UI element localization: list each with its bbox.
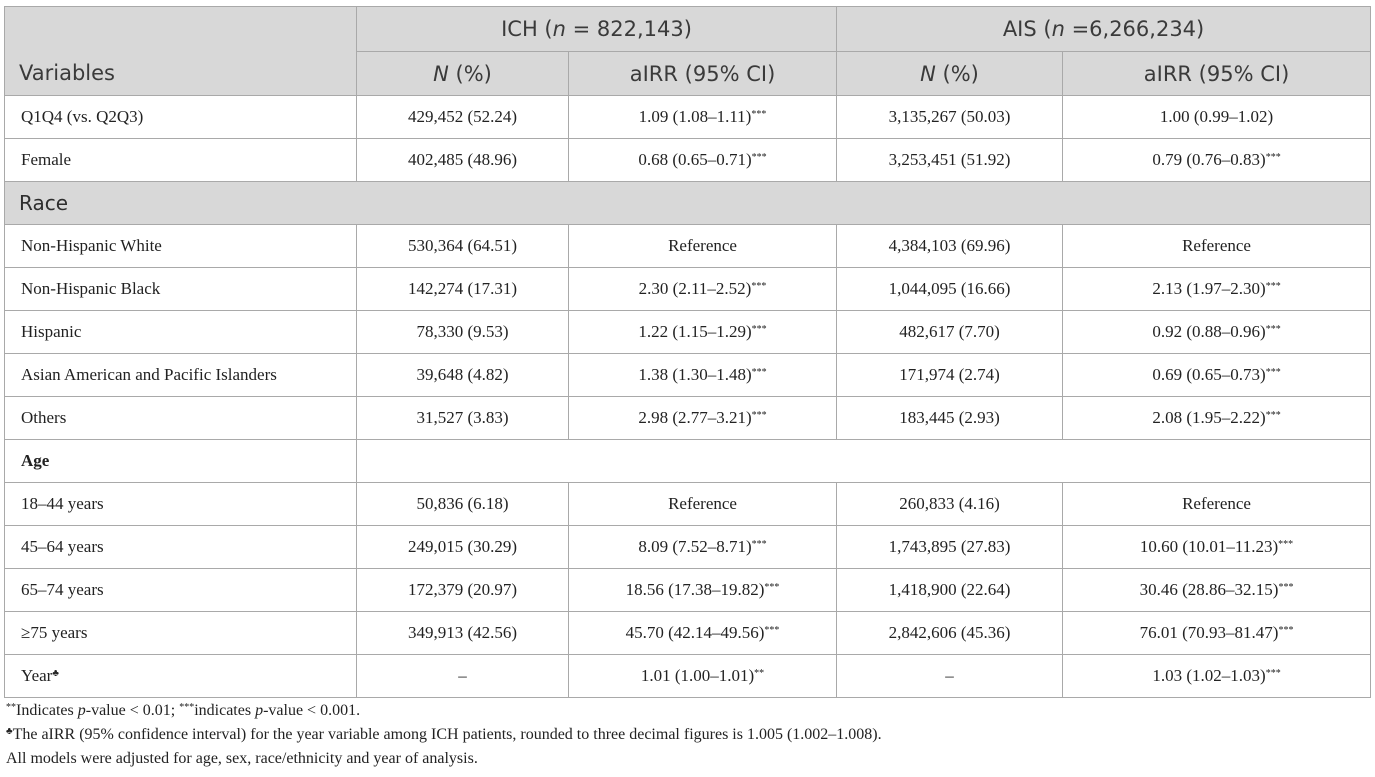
ais-airr-cell: 30.46 (28.86–32.15)*** (1063, 569, 1371, 612)
race-section-label: Race (5, 182, 1371, 225)
ais-airr-cell: Reference (1063, 225, 1371, 268)
ich-n-cell: 31,527 (3.83) (357, 397, 569, 440)
table-row (5, 268, 1371, 311)
ais-n-cell: 260,833 (4.16) (837, 483, 1063, 526)
table-row (5, 483, 1371, 526)
ais-n-cell: – (837, 655, 1063, 698)
ais-airr-header: aIRR (95% CI) (1063, 52, 1371, 96)
ich-airr-cell: 1.09 (1.08–1.11)*** (569, 96, 837, 139)
ich-n-cell: 530,364 (64.51) (357, 225, 569, 268)
ais-n-cell: 4,384,103 (69.96) (837, 225, 1063, 268)
ais-n-cell: 183,445 (2.93) (837, 397, 1063, 440)
header-row-groups (5, 7, 1371, 52)
ich-airr-cell: Reference (569, 483, 837, 526)
race-section-row (5, 182, 1371, 225)
ich-n-cell: – (357, 655, 569, 698)
ais-n-cell: 2,842,606 (45.36) (837, 612, 1063, 655)
ich-n-cell: 402,485 (48.96) (357, 139, 569, 182)
ais-airr-cell: 2.08 (1.95–2.22)*** (1063, 397, 1371, 440)
row-label: Others (5, 397, 357, 440)
table-row (5, 354, 1371, 397)
table-row (5, 225, 1371, 268)
ich-airr-cell: 1.01 (1.00–1.01)** (569, 655, 837, 698)
row-label: Q1Q4 (vs. Q2Q3) (5, 96, 357, 139)
ais-n-cell: 1,418,900 (22.64) (837, 569, 1063, 612)
age-section-row (5, 440, 1371, 483)
ich-airr-cell: 18.56 (17.38–19.82)*** (569, 569, 837, 612)
footnote-significance: **Indicates p-value < 0.01; ***indicates p-value < 0.001. (6, 702, 361, 719)
ais-airr-cell: 1.03 (1.02–1.03)*** (1063, 655, 1371, 698)
ich-group-header: ICH (n = 822,143) (357, 7, 837, 52)
ich-n-cell: 142,274 (17.31) (357, 268, 569, 311)
ich-airr-cell: 0.68 (0.65–0.71)*** (569, 139, 837, 182)
club-mark: ♣ (52, 668, 59, 679)
header-row-columns (5, 52, 1371, 96)
table-row (5, 526, 1371, 569)
ich-airr-cell: 1.38 (1.30–1.48)*** (569, 354, 837, 397)
ich-n-cell: 50,836 (6.18) (357, 483, 569, 526)
header-blank-cell (5, 7, 357, 52)
row-label: Asian American and Pacific Islanders (5, 354, 357, 397)
results-table-container (4, 6, 1370, 698)
table-row (5, 569, 1371, 612)
row-label: Non-Hispanic White (5, 225, 357, 268)
ais-airr-cell: 0.69 (0.65–0.73)*** (1063, 354, 1371, 397)
ais-n-cell: 3,253,451 (51.92) (837, 139, 1063, 182)
footnote-adjustment: All models were adjusted for age, sex, race/ethnicity and year of analysis. (6, 750, 478, 767)
ich-n-cell: 349,913 (42.56) (357, 612, 569, 655)
ais-airr-cell: 0.92 (0.88–0.96)*** (1063, 311, 1371, 354)
table-row (5, 655, 1371, 698)
ich-n-cell: 172,379 (20.97) (357, 569, 569, 612)
row-label: 45–64 years (5, 526, 357, 569)
ich-n-cell: 429,452 (52.24) (357, 96, 569, 139)
ais-airr-cell: 0.79 (0.76–0.83)*** (1063, 139, 1371, 182)
table-row (5, 397, 1371, 440)
row-label: 65–74 years (5, 569, 357, 612)
row-label: Non-Hispanic Black (5, 268, 357, 311)
ais-airr-cell: Reference (1063, 483, 1371, 526)
age-section-label: Age (5, 440, 357, 483)
ich-n-cell: 78,330 (9.53) (357, 311, 569, 354)
table-row (5, 139, 1371, 182)
ich-airr-cell: 2.30 (2.11–2.52)*** (569, 268, 837, 311)
ais-n-cell: 3,135,267 (50.03) (837, 96, 1063, 139)
row-label: Female (5, 139, 357, 182)
ich-airr-cell: Reference (569, 225, 837, 268)
results-table (4, 6, 1371, 698)
ais-n-header: N (%) (837, 52, 1063, 96)
ais-group-header: AIS (n =6,266,234) (837, 7, 1371, 52)
ich-airr-cell: 45.70 (42.14–49.56)*** (569, 612, 837, 655)
row-label: 18–44 years (5, 483, 357, 526)
ais-airr-cell: 2.13 (1.97–2.30)*** (1063, 268, 1371, 311)
ich-n-cell: 249,015 (30.29) (357, 526, 569, 569)
table-footnotes (6, 699, 1366, 771)
ais-airr-cell: 1.00 (0.99–1.02) (1063, 96, 1371, 139)
ais-airr-cell: 76.01 (70.93–81.47)*** (1063, 612, 1371, 655)
row-label: Year♣ (5, 655, 357, 698)
table-row (5, 96, 1371, 139)
ich-airr-cell: 8.09 (7.52–8.71)*** (569, 526, 837, 569)
age-section-blank (357, 440, 1371, 483)
ais-n-cell: 482,617 (7.70) (837, 311, 1063, 354)
row-label: ≥75 years (5, 612, 357, 655)
ais-n-cell: 1,743,895 (27.83) (837, 526, 1063, 569)
ich-n-header: N (%) (357, 52, 569, 96)
ich-airr-cell: 1.22 (1.15–1.29)*** (569, 311, 837, 354)
ais-n-cell: 171,974 (2.74) (837, 354, 1063, 397)
ich-airr-header: aIRR (95% CI) (569, 52, 837, 96)
footnote-year: ♣The aIRR (95% confidence interval) for the year variable among ICH patients, rounded to three decimal figures is 1.005 (1.002–1.008). (6, 726, 882, 743)
row-label: Hispanic (5, 311, 357, 354)
table-row (5, 311, 1371, 354)
ich-airr-cell: 2.98 (2.77–3.21)*** (569, 397, 837, 440)
ich-n-cell: 39,648 (4.82) (357, 354, 569, 397)
variables-header: Variables (5, 52, 357, 96)
table-row (5, 612, 1371, 655)
ais-airr-cell: 10.60 (10.01–11.23)*** (1063, 526, 1371, 569)
ais-n-cell: 1,044,095 (16.66) (837, 268, 1063, 311)
